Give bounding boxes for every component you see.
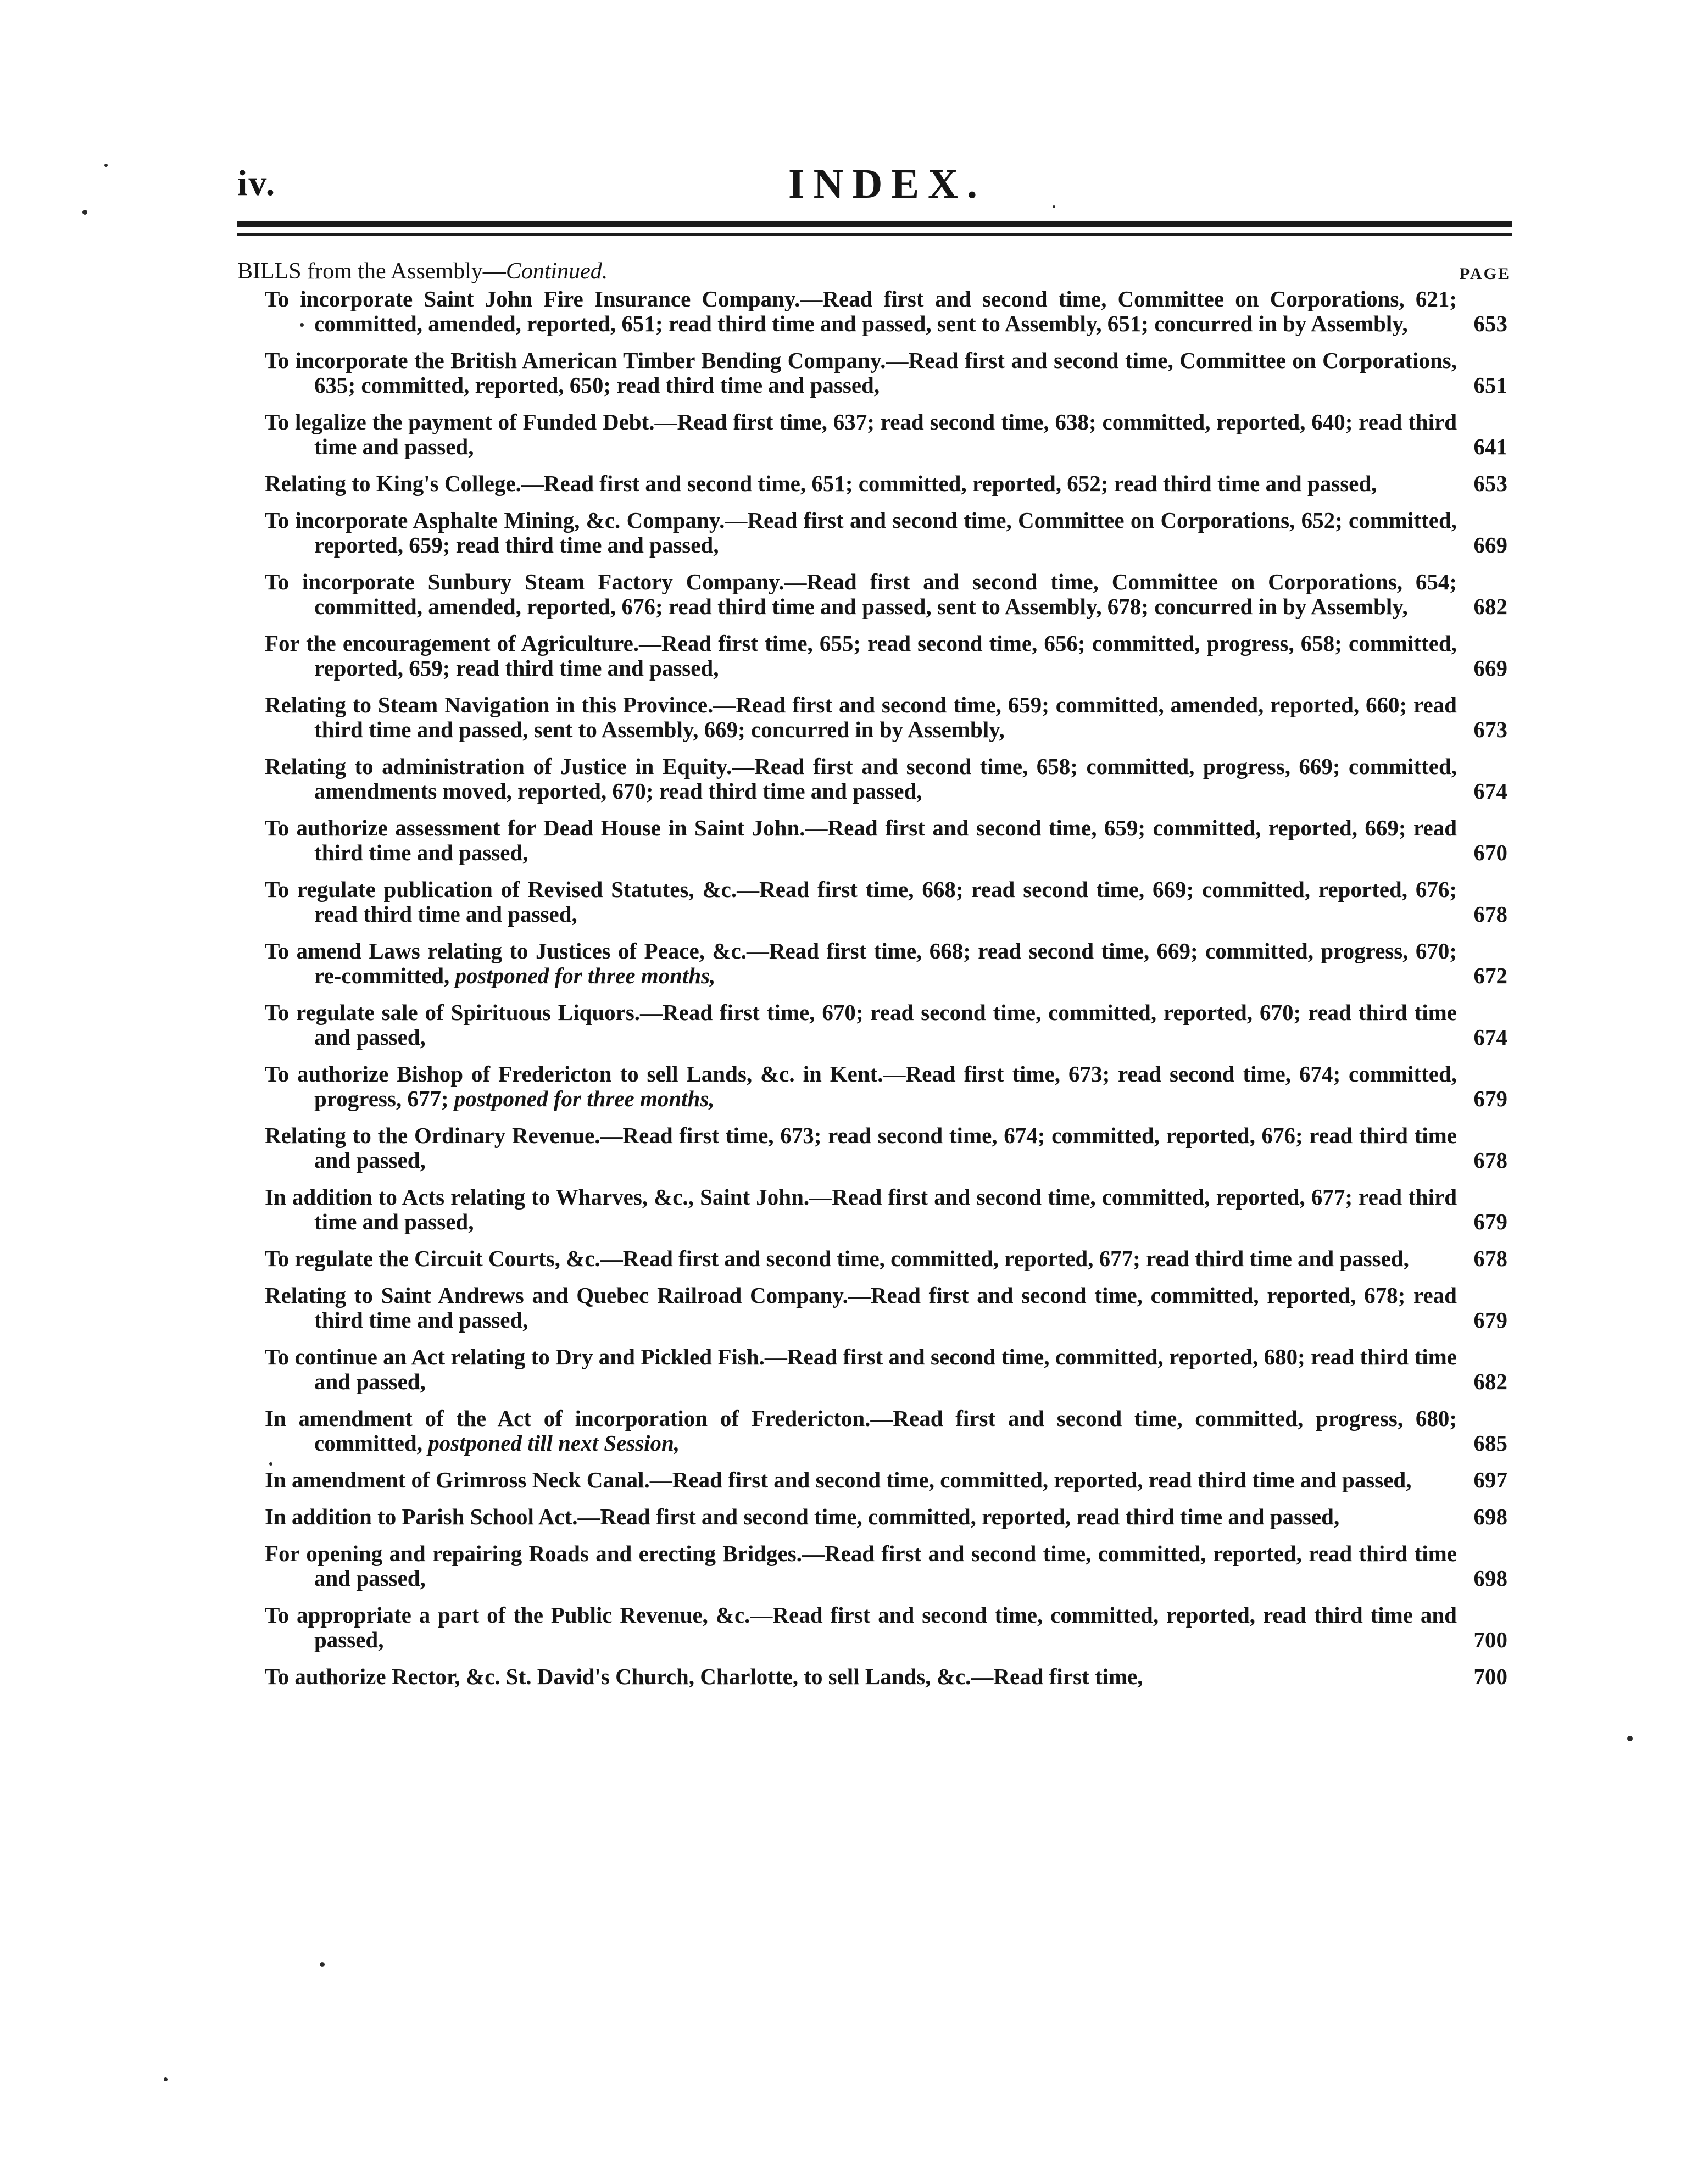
index-entry-text: [237, 693, 1457, 742]
index-entry-text: [237, 877, 1457, 927]
index-entry: [237, 348, 1512, 398]
index-entry-main-text: To incorporate the British American Timber Bending Company.—Read first and second time, Committee on Corporations, 635; committed, reported, 650; read third time and passed,: [265, 348, 1457, 398]
index-entry: [237, 471, 1512, 496]
index-entry: [237, 816, 1512, 865]
index-entry-main-text: To continue an Act relating to Dry and Pickled Fish.—Read first and second time, committed, reported, 680; read third time and passed,: [265, 1344, 1457, 1394]
index-entry-text: [237, 1062, 1457, 1111]
index-entry-text: [237, 1283, 1457, 1333]
index-entry-main-text: Relating to administration of Justice in Equity.—Read first and second time, 658; committed, progress, 669; committed, amendments moved, reported, 670; read third time and passed,: [265, 754, 1457, 804]
index-entry: [237, 1468, 1512, 1492]
index-entry-main-text: Relating to the Ordinary Revenue.—Read first time, 673; read second time, 674; committed, reported, 676; read third time and passed,: [265, 1123, 1457, 1173]
index-entry-text: [237, 471, 1457, 496]
index-entry: [237, 508, 1512, 558]
print-speck: [104, 164, 108, 167]
index-entry: [237, 1664, 1512, 1689]
index-entry-italic-note: postponed for three months,: [455, 963, 716, 988]
index-entry-page-number: 672: [1473, 963, 1507, 988]
index-entry: [237, 631, 1512, 681]
index-entry-text: [237, 939, 1457, 988]
index-entry-main-text: To authorize assessment for Dead House in Saint John.—Read first and second time, 659; committed, reported, 669; read third time and passed,: [265, 815, 1457, 865]
print-speck: [1627, 1736, 1633, 1741]
index-entry: [237, 287, 1512, 336]
index-entry: [237, 1123, 1512, 1173]
index-entry-main-text: Relating to Steam Navigation in this Province.—Read first and second time, 659; committed, amended, reported, 660; read third time and passed, sent to Assembly, 669; concurred in by Assembly,: [265, 692, 1457, 742]
index-entry: [237, 1185, 1512, 1234]
index-entry-main-text: Relating to King's College.—Read first and second time, 651; committed, reported, 652; read third time and passed,: [265, 471, 1377, 496]
index-entry: [237, 693, 1512, 742]
index-entry-page-number: 669: [1473, 655, 1507, 681]
index-entry-main-text: In addition to Acts relating to Wharves, &c., Saint John.—Read first and second time, committed, reported, 677; read third time and passed,: [265, 1184, 1457, 1234]
index-entry-main-text: To incorporate Sunbury Steam Factory Company.—Read first and second time, Committee on Corporations, 654; committed, amended, reported, 676; read third time and passed, sent to Assembly, 678; concurred in by Assembly,: [265, 569, 1457, 619]
index-entry-page-number: 679: [1473, 1307, 1507, 1333]
index-entry-main-text: To regulate publication of Revised Statutes, &c.—Read first time, 668; read second time, 669; committed, reported, 676; read third time and passed,: [265, 877, 1457, 927]
index-entry-text: [237, 1246, 1457, 1271]
index-entry-page-number: 698: [1473, 1504, 1507, 1529]
print-speck: [269, 1462, 272, 1466]
index-entry-page-number: 682: [1473, 594, 1507, 619]
index-entry: [237, 1000, 1512, 1050]
index-entry-page-number: 653: [1473, 471, 1507, 496]
index-entry-text: [237, 1123, 1457, 1173]
index-entry-main-text: To appropriate a part of the Public Revenue, &c.—Read first and second time, committed, reported, read third time and passed,: [265, 1602, 1457, 1652]
index-entry-text: [237, 1406, 1457, 1456]
index-entry-text: [237, 1185, 1457, 1234]
index-entry: [237, 877, 1512, 927]
index-entry-page-number: 697: [1473, 1467, 1507, 1492]
index-entry-italic-note: postponed for three months,: [454, 1086, 715, 1111]
index-entry-page-number: 685: [1473, 1430, 1507, 1456]
index-entry-text: [237, 570, 1457, 619]
index-entry-page-number: 678: [1473, 1246, 1507, 1271]
index-entry-text: [237, 1345, 1457, 1394]
section-heading: [237, 258, 608, 285]
index-entry-text: [237, 1603, 1457, 1652]
print-speck: [164, 2077, 168, 2081]
index-entry: [237, 1541, 1512, 1591]
index-entry-page-number: 669: [1473, 532, 1507, 558]
index-entry-main-text: To incorporate Asphalte Mining, &c. Company.—Read first and second time, Committee on Corporations, 652; committed, reported, 659; read third time and passed,: [265, 508, 1457, 558]
index-entry-main-text: For the encouragement of Agriculture.—Read first time, 655; read second time, 656; committed, progress, 658; committed, reported, 659; read third time and passed,: [265, 631, 1457, 681]
index-entry-page-number: 682: [1473, 1369, 1507, 1394]
index-entry-text: [237, 1000, 1457, 1050]
index-entry-list: [237, 287, 1512, 1701]
index-entry-main-text: In amendment of Grimross Neck Canal.—Read first and second time, committed, reported, read third time and passed,: [265, 1467, 1412, 1492]
index-entry-page-number: 700: [1473, 1627, 1507, 1652]
index-entry-page-number: 641: [1473, 434, 1507, 459]
section-heading-text: BILLS from the Assembly—: [237, 259, 506, 284]
index-entry: [237, 1062, 1512, 1111]
index-entry-text: [237, 348, 1457, 398]
index-entry-page-number: 678: [1473, 901, 1507, 927]
index-entry-page-number: 698: [1473, 1565, 1507, 1591]
index-entry-main-text: In addition to Parish School Act.—Read first and second time, committed, reported, read third time and passed,: [265, 1504, 1340, 1529]
index-entry-page-number: 673: [1473, 717, 1507, 742]
index-entry-main-text: In amendment of the Act of incorporation of Fredericton.—Read first and second time, committed, progress, 680; committed,: [265, 1406, 1457, 1456]
print-speck: [320, 1962, 325, 1967]
print-speck: [1053, 205, 1055, 208]
index-entry-text: [237, 287, 1457, 336]
section-heading-continued: Continued.: [505, 259, 608, 284]
index-entry-page-number: 679: [1473, 1209, 1507, 1234]
index-entry-text: [237, 1541, 1457, 1591]
index-entry-main-text: For opening and repairing Roads and erecting Bridges.—Read first and second time, committed, reported, read third time and passed,: [265, 1541, 1457, 1591]
header-rule-thin: [237, 233, 1512, 236]
index-entry-main-text: To authorize Rector, &c. St. David's Church, Charlotte, to sell Lands, &c.—Read first time,: [265, 1664, 1143, 1689]
index-entry: [237, 754, 1512, 804]
index-entry: [237, 939, 1512, 988]
index-entry-page-number: 678: [1473, 1147, 1507, 1173]
index-entry-text: [237, 631, 1457, 681]
index-entry: [237, 1505, 1512, 1529]
index-entry-page-number: 651: [1473, 372, 1507, 398]
index-entry: [237, 570, 1512, 619]
index-entry-main-text: To legalize the payment of Funded Debt.—Read first time, 637; read second time, 638; committed, reported, 640; read third time and passed,: [265, 409, 1457, 459]
index-entry-page-number: 670: [1473, 840, 1507, 865]
print-speck: [300, 323, 304, 327]
index-entry-text: [237, 410, 1457, 459]
index-entry-text: [237, 508, 1457, 558]
index-entry-page-number: 679: [1473, 1086, 1507, 1111]
index-entry-text: [237, 754, 1457, 804]
index-entry: [237, 1406, 1512, 1456]
index-entry: [237, 1246, 1512, 1271]
index-entry-text: [237, 1505, 1457, 1529]
index-entry: [237, 1603, 1512, 1652]
index-entry: [237, 410, 1512, 459]
index-entry-main-text: To regulate sale of Spirituous Liquors.—Read first time, 670; read second time, committed, reported, 670; read third time and passed,: [265, 1000, 1457, 1050]
index-entry-text: [237, 816, 1457, 865]
index-entry-page-number: 674: [1473, 1024, 1507, 1050]
index-entry: [237, 1345, 1512, 1394]
index-entry-main-text: To authorize Bishop of Fredericton to sell Lands, &c. in Kent.—Read first time, 673; read second time, 674; committed, progress, 677;: [265, 1061, 1457, 1111]
page-folio: iv.: [237, 163, 276, 203]
index-entry-main-text: Relating to Saint Andrews and Quebec Railroad Company.—Read first and second time, committed, reported, 678; read third time and passed,: [265, 1283, 1457, 1333]
page-column-label: PAGE: [1459, 265, 1511, 283]
header-rule-thick: [237, 221, 1512, 227]
index-entry-text: [237, 1468, 1457, 1492]
print-speck: [82, 210, 87, 215]
index-entry-text: [237, 1664, 1457, 1689]
index-entry-page-number: 700: [1473, 1664, 1507, 1689]
index-entry-main-text: To incorporate Saint John Fire Insurance Company.—Read first and second time, Committee on Corporations, 621; committed, amended, reported, 651; read third time and passed, sent to Assembly, 651; concurred in by Assembly,: [265, 286, 1457, 336]
index-entry-main-text: To regulate the Circuit Courts, &c.—Read first and second time, committed, reported, 677; read third time and passed,: [265, 1246, 1409, 1271]
index-entry-page-number: 674: [1473, 778, 1507, 804]
running-title: INDEX.: [788, 161, 986, 207]
index-entry: [237, 1283, 1512, 1333]
index-entry-page-number: 653: [1473, 311, 1507, 336]
index-entry-italic-note: postponed till next Session,: [428, 1430, 680, 1456]
index-entry-main-text: To amend Laws relating to Justices of Peace, &c.—Read first time, 668; read second time, 669; committed, progress, 670; re-committed,: [265, 938, 1457, 988]
